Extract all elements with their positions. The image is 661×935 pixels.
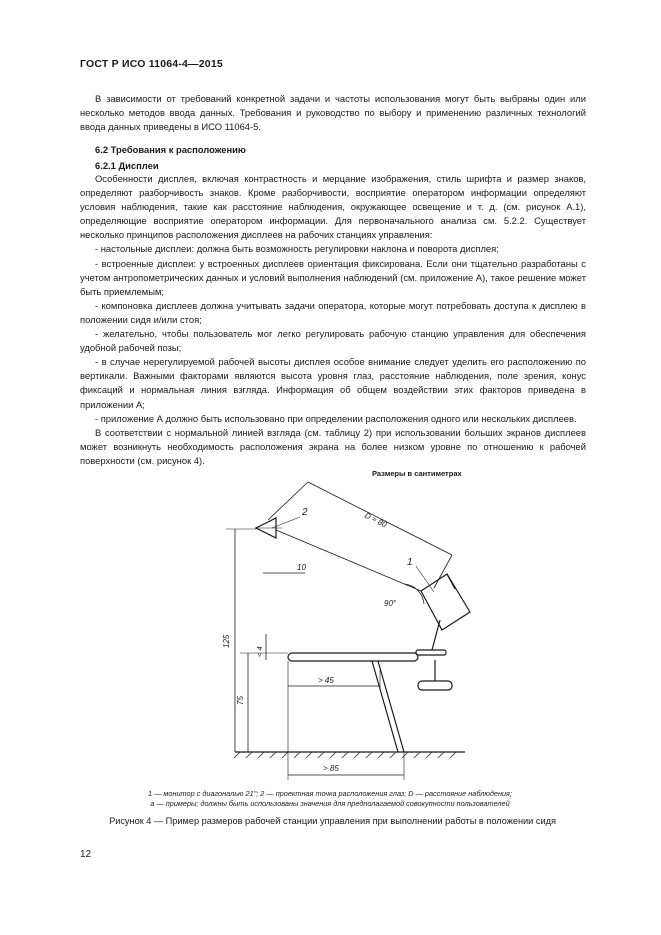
dim-45-label: > 45 xyxy=(318,676,334,685)
figure-caption: Рисунок 4 — Пример размеров рабочей станции управления при выполнении работы в положении сидя xyxy=(109,816,556,826)
monitor xyxy=(416,574,470,690)
dim-85-label: > 85 xyxy=(323,764,339,773)
closing-paragraph: В соответствии с нормальной линией взгляда (см. таблицу 2) при использовании больших экранов дисплеев может возникнуть необходимость расположения экрана на более низком уровне по отношению к рабочей поверхности (см. рисунок 4). xyxy=(80,426,586,466)
intro-paragraph: В зависимости от требований конкретной задачи и частоты использования могут быть выбраны один или несколько методов ввода данных. Требования и руководство по выбору и применению различных технологий ввода данных приведены в ИСО 11064-5. xyxy=(80,93,586,133)
bullet-item: - компоновка дисплеев должна учитывать задачи оператора, которые могут потребовать доступа к дисплею в положении сидя и/или стоя; xyxy=(80,299,586,325)
desk-top xyxy=(288,653,418,661)
body-paragraph: Особенности дисплея, включая контрастность и мерцание изображения, стиль шрифта и размер знаков, определяют разборчивость знаков. Кроме разборчивости, восприятие оператором информации определяют условия наблюдения, такие как расстояние наблюдения, окружающее освещение и т. д. (см. рисунок А.1), определяющие восприятие оператором информации. Для первоначального анализа см. 5.2.2. Существует несколько принципов расположения дисплеев на рабочих станциях управления: xyxy=(80,173,586,241)
section-heading: 6.2 Требования к расположению xyxy=(95,144,246,155)
desk-leg xyxy=(378,661,404,752)
dim-4-label: < 4 xyxy=(255,646,264,657)
dim-75-label: 75 xyxy=(236,696,245,705)
figure-footnote-1: 1 — монитор с диагональю 21"; 2 — проектная точка расположения глаз; D — расстояние наблюдения; xyxy=(148,789,512,798)
figure-footnote-2: a — примеры; должны быть использованы значения для предполагаемой совокупности пользователей xyxy=(150,799,510,808)
line-of-sight xyxy=(276,530,421,591)
document-header: ГОСТ Р ИСО 11064-4—2015 xyxy=(80,58,223,70)
floor-hatch xyxy=(234,752,456,758)
angle-10-label: 10 xyxy=(297,563,306,572)
bullet-item: - встроенные дисплеи: у встроенных дисплеев ориентация фиксирована. Если они тщательно разработаны с учетом антропометрических данных и условий выполнения наблюдений (см. приложение А), такое решение может быть приемлемым; xyxy=(80,257,586,297)
bullet-item: - настольные дисплеи: должна быть возможность регулировки наклона и поворота дисплея; xyxy=(95,243,499,255)
units-note: Размеры в сантиметрах xyxy=(372,469,462,478)
dim-125-label: 125 xyxy=(222,634,231,648)
bullet-item: - приложение А должно быть использовано при определении расположения одного или нескольких дисплеев. xyxy=(95,412,577,424)
callout-1: 1 xyxy=(407,557,413,568)
page-number: 12 xyxy=(80,849,92,860)
subsection-heading: 6.2.1 Дисплеи xyxy=(95,160,159,171)
callout-2: 2 xyxy=(302,507,308,518)
angle-90-label: 90° xyxy=(384,599,397,608)
bullet-item: - желательно, чтобы пользователь мог легко регулировать рабочую станцию управления для обеспечения удобной рабочей позы; xyxy=(80,328,586,354)
bullet-item: - в случае нерегулируемой рабочей высоты дисплея особое внимание следует уделить его расположению по вертикали. Важными факторами являются высота уровня глаз, расстояние наблюдения, поле зрения, конус фиксаций и нормальная линия взгляда. Информация об общем воздействии этих факторов приведена в приложении А; xyxy=(80,356,586,410)
distance-label: D ≈ 80 xyxy=(363,510,389,530)
